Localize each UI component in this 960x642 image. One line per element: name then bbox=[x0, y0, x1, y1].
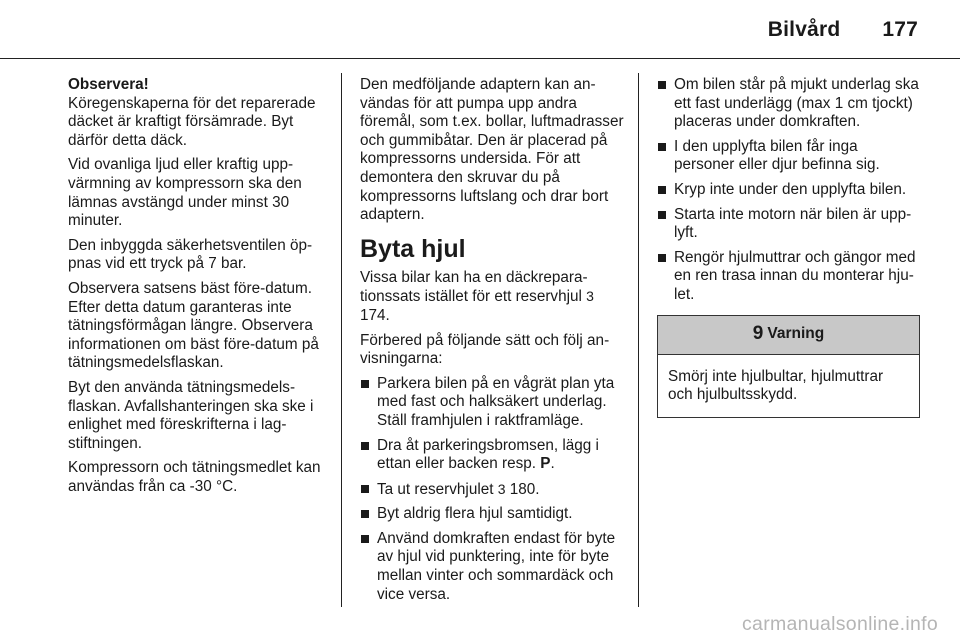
header-rule bbox=[0, 58, 960, 59]
column-3 bbox=[657, 76, 920, 418]
list-item: Kryp inte under den upplyfta bilen. bbox=[657, 181, 920, 200]
note-title: Observera! bbox=[68, 76, 149, 93]
column-divider-2 bbox=[638, 73, 639, 607]
list-item: Dra åt parkeringsbromsen, lägg i ettan eller backen resp. P. bbox=[360, 437, 627, 474]
bullet-square-icon bbox=[658, 254, 666, 262]
section-title: Bilvård bbox=[767, 18, 841, 41]
bullet-square-icon bbox=[361, 442, 369, 450]
bullet-square-icon bbox=[361, 380, 369, 388]
gear-p-label: P bbox=[540, 455, 551, 473]
paragraph: Kompressorn och tätningsmedlet kan användas från ca -30 °C. bbox=[68, 459, 321, 495]
list-item: Ta ut reservhjulet 3 180. bbox=[360, 480, 627, 500]
list-item: Parkera bilen på en vågrät plan yta med fast och halksäkert underlag. Ställ framhjulen i raktframläge. bbox=[360, 375, 627, 431]
bullet-square-icon bbox=[658, 211, 666, 219]
warning-box bbox=[657, 315, 920, 418]
warning-text: Smörj inte hjulbultar, hjulmuttrar och hjulbultsskydd. bbox=[668, 367, 884, 404]
warning-title: Varning bbox=[767, 325, 825, 343]
column-divider-1 bbox=[341, 73, 342, 607]
watermark: carmanualsonline.info bbox=[742, 613, 938, 635]
warning-triangle-icon: 9 bbox=[752, 323, 764, 345]
list-item: I den upplyfta bilen får inga personer eller djur befinna sig. bbox=[657, 138, 920, 175]
bullet-square-icon bbox=[658, 143, 666, 151]
safety-list bbox=[657, 76, 920, 305]
instruction-list bbox=[360, 375, 627, 605]
bullet-square-icon bbox=[658, 186, 666, 194]
section-heading: Byta hjul bbox=[360, 234, 466, 263]
page-header bbox=[768, 18, 918, 42]
paragraph: Observera satsens bäst före-datum. Efter detta datum garanteras inte tätningsförmågan längre. Observera informationen om bäst före-datum på tätningsmedelsflaskan. bbox=[68, 279, 319, 372]
paragraph: Den inbyggda säkerhetsventilen öppnas vid ett tryck på 7 bar. bbox=[68, 236, 313, 273]
bullet-square-icon bbox=[658, 81, 666, 89]
cross-reference-icon: 3 bbox=[586, 288, 594, 305]
column-1 bbox=[68, 76, 330, 502]
paragraph: Förbered på följande sätt och följ anvisningarna: bbox=[360, 331, 610, 368]
paragraph: Köregenskaperna för det reparerade däcket är kraftigt försämrade. Byt därför detta däck. bbox=[68, 94, 316, 149]
warning-header bbox=[658, 316, 919, 355]
list-item: Rengör hjulmuttrar och gängor med en ren trasa innan du monterar hjulet. bbox=[657, 249, 920, 305]
list-item: Byt aldrig flera hjul samtidigt. bbox=[360, 505, 627, 524]
bullet-square-icon bbox=[361, 485, 369, 493]
list-item: Använd domkraften endast för byte av hjul vid punktering, inte för byte mellan vinter och sommardäck och vice versa. bbox=[360, 530, 627, 604]
paragraph: Byt den använda tätningsmedelsflaskan. Avfallshanteringen ska ske i enlighet med föreskrifterna i lagstiftningen. bbox=[68, 378, 314, 452]
list-item: Starta inte motorn när bilen är upplyft. bbox=[657, 206, 920, 243]
list-item: Om bilen står på mjukt underlag ska ett fast underlägg (max 1 cm tjockt) placeras under domkraften. bbox=[657, 76, 920, 132]
cross-reference-icon: 3 bbox=[497, 480, 506, 497]
bullet-square-icon bbox=[361, 510, 369, 518]
page-number: 177 bbox=[882, 18, 918, 41]
column-2 bbox=[360, 76, 627, 610]
bullet-square-icon bbox=[361, 535, 369, 543]
paragraph: Vissa bilar kan ha en däckreparationssats istället för ett reservhjul 3 174. bbox=[360, 268, 594, 324]
paragraph: Vid ovanliga ljud eller kraftig uppvärmning av kompressorn ska den lämnas avstängd under minst 30 minuter. bbox=[68, 156, 302, 230]
adapter-paragraph: Den medföljande adaptern kan användas för att pumpa upp andra föremål, som t.ex. bollar, luftmadrasser och gummibåtar. Den är placerad på kompressorns undersida. För att demontera den skruvar du på kompressorns luftslang och drar bort adaptern. bbox=[360, 76, 624, 224]
